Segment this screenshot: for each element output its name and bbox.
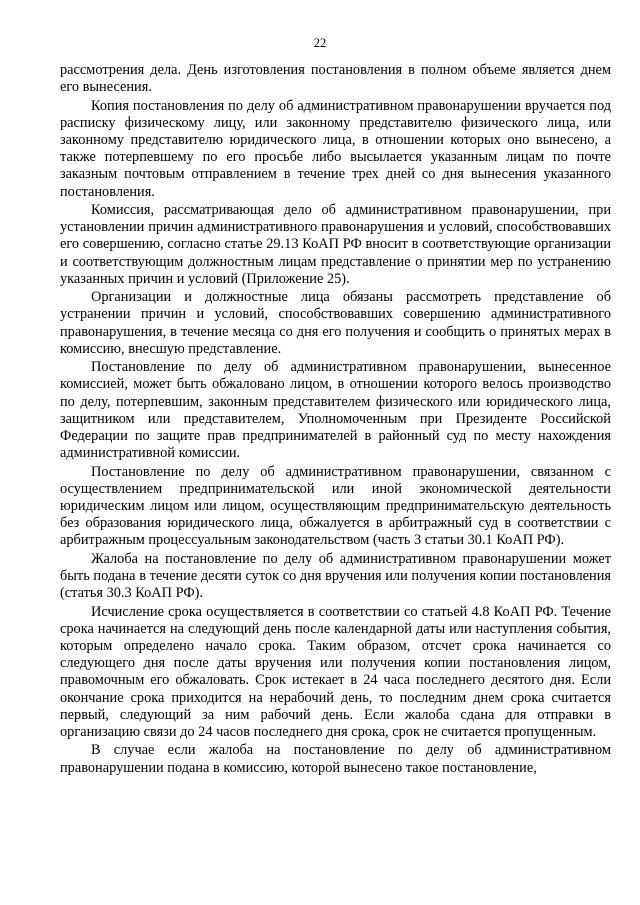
page-number: 22	[313, 36, 327, 50]
paragraph-4: Организации и должностные лица обязаны рассмотреть представление об устранении причин и условий, способствовавших совершению административного правонарушения, в течение месяца со дня его получения и сообщить о принятых мерах в комиссию, внесшую представление.	[60, 289, 611, 357]
paragraph-7: Жалоба на постановление по делу об административном правонарушении может быть подана в течение десяти суток со дня вручения или получения копии постановления (статья 30.3 КоАП РФ).	[60, 550, 611, 602]
paragraph-6: Постановление по делу об административном правонарушении, связанном с осуществлением предпринимательской или иной экономической деятельности юридическим лицом или лицом, осуществляющим предпринимательскую деятельность без образования юридического лица, обжалуется в арбитражный суд в соответствии с арбитражным процессуальным законодательством (часть 3 статьи 30.1 КоАП РФ).	[60, 463, 611, 549]
paragraph-3: Комиссия, рассматривающая дело об административном правонарушении, при установлении причин административного правонарушения и условий, способствовавших его совершению, согласно статье 29.13 КоАП РФ вносит в соответствующие организации и соответствующим должностным лицам представление о принятии мер по устранению указанных причин и условий (Приложение 25).	[60, 202, 611, 287]
paragraph-1: рассмотрения дела. День изготовления постановления в полном объеме является днем его вынесения.	[60, 62, 611, 96]
paragraph-9: В случае если жалоба на постановление по делу об административном правонарушении подана в комиссию, которой вынесено такое постановление,	[60, 742, 611, 776]
paragraph-5: Постановление по делу об административном правонарушении, вынесенное комиссией, может быть обжаловано лицом, в отношении которого велось производство по делу, потерпевшим, законным представителем физического или юридического лица, защитником или представителем, Уполномоченным при Президенте Российской Федерации по защите прав предпринимателей в районный суд по месту нахождения административной комиссии.	[60, 359, 611, 462]
paragraph-2: Копия постановления по делу об административном правонарушении вручается под расписку физическому лицу, или законному представителю физического лица, или законному представителю юридического лица, в отношении которых оно вынесено, а также потерпевшему по его просьбе либо высылается указанным лицам по почте заказным почтовым отправлением в течение трех дней со дня вынесения указанного постановления.	[60, 97, 611, 200]
paragraph-8: Исчисление срока осуществляется в соответствии со статьей 4.8 КоАП РФ. Течение срока начинается на следующий день после календарной даты или наступления события, которым определено начало срока. Таким образом, отсчет срока начинается со следующего дня после даты вручения или получения копии постановления лицом, правомочным его обжаловать. Срок истекает в 24 часа последнего десятого дня. Если окончание срока приходится на нерабочий день, то последним днем срока считается первый, следующий за ним рабочий день. Если жалоба сдана для отправки в организацию связи до 24 часов последнего дня срока, срок не считается пропущенным.	[60, 603, 611, 741]
body-text	[60, 62, 611, 778]
